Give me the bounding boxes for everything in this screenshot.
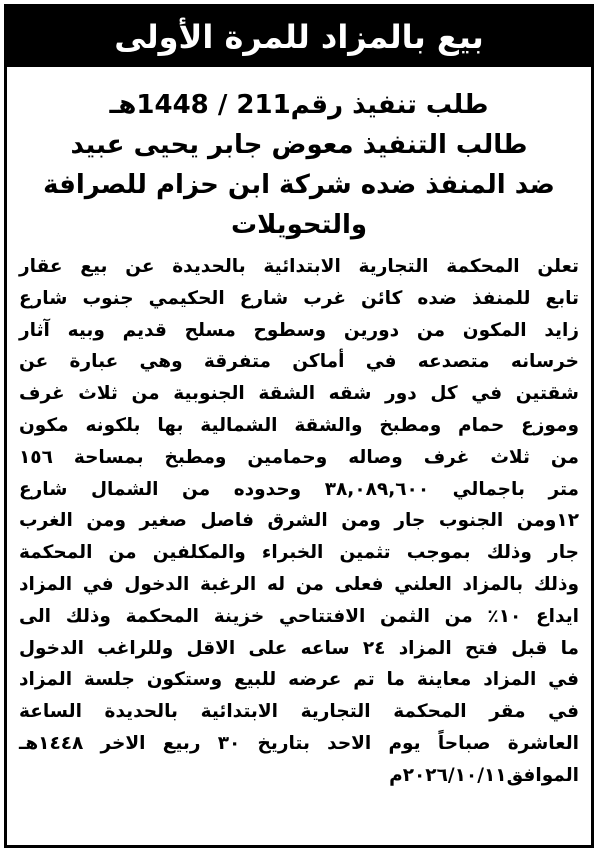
body-line: شقتين في كل دور شقه الشقة الجنوبية من ثلاث غرف bbox=[19, 383, 579, 405]
notice-header bbox=[17, 85, 581, 245]
respondent-line-continued: والتحويلات bbox=[230, 210, 368, 240]
body-line: جار وذلك بموجب تثمين الخبراء والمكلفين من المحكمة bbox=[19, 542, 579, 564]
notice-body bbox=[19, 251, 579, 792]
body-line: ١٢ومن الجنوب جار ومن الشرق فاصل صغير ومن الغرب bbox=[19, 510, 579, 532]
body-line: ايداع ١٠٪ من الثمن الافتتاحي خزينة المحكمة وذلك الى bbox=[19, 605, 579, 627]
body-line: زايد المكون من دورين وسطوح مسلح قديم وبيه آثار bbox=[19, 319, 579, 341]
body-line-date: الموافق٢٠٢٦/١٠/١١م bbox=[389, 764, 579, 786]
body-line: في مقر المحكمة التجارية الابتدائية بالحديدة الساعة bbox=[19, 701, 579, 723]
body-line: العاشرة صباحاً يوم الاحد بتاريخ ٣٠ ربيع الاخر ١٤٤٨هـ bbox=[19, 732, 579, 754]
body-line: من ثلاث غرف وصاله وحمامين ومطبخ بمساحة ١٥٦ bbox=[19, 446, 579, 468]
body-line: في المزاد معاينة ما تم عرضه للبيع وستكون جلسة المزاد bbox=[19, 669, 579, 691]
body-line: خرسانه متصدعه في أماكن متفرقة وهي عبارة عن bbox=[19, 351, 579, 373]
auction-notice bbox=[4, 4, 594, 848]
case-number-line: طلب تنفيذ رقم211 / 1448هـ bbox=[109, 90, 489, 120]
body-line: وذلك بالمزاد العلني فعلى من له الرغبة الدخول في المزاد bbox=[19, 573, 579, 595]
body-line: متر باجمالي ٣٨,٠٨٩,٦٠٠ وحدوده من الشمال شارع bbox=[19, 478, 579, 500]
body-line: تعلن المحكمة التجارية الابتدائية بالحديدة عن بيع عقار bbox=[19, 256, 579, 277]
body-line: ما قبل فتح المزاد ٢٤ ساعه على الاقل وللراغب الدخول bbox=[19, 637, 580, 659]
notice-banner-title: بيع بالمزاد للمرة الأولى bbox=[7, 7, 591, 67]
respondent-line: ضد المنفذ ضده شركة ابن حزام للصرافة bbox=[43, 170, 555, 200]
body-line: تابع للمنفذ ضده كائن غرب شارع الحكيمي جنوب شارع bbox=[19, 287, 579, 309]
requester-line: طالب التنفيذ معوض جابر يحيى عبيد bbox=[70, 130, 528, 160]
body-line: وموزع حمام ومطبخ والشقة الشمالية بها بلكونه مكون bbox=[19, 414, 579, 436]
